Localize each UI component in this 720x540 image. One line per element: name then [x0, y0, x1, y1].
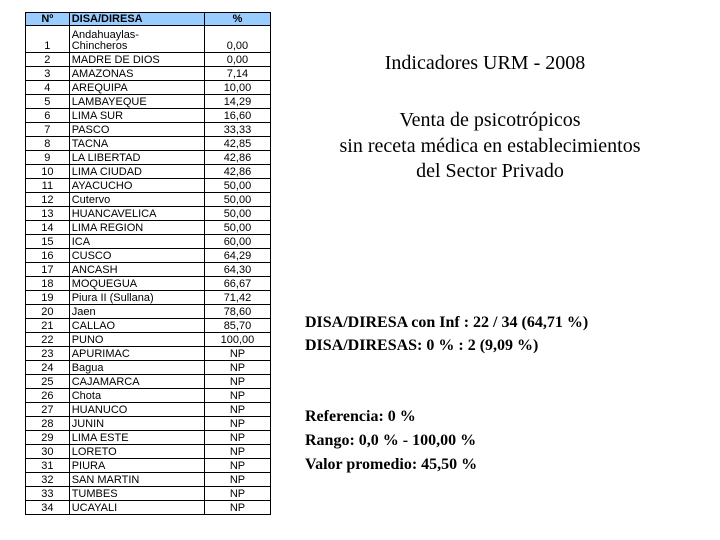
row-number: 7	[26, 123, 70, 137]
summary-block	[305, 311, 705, 357]
table-row	[26, 473, 271, 487]
row-percent: 0,00	[204, 26, 270, 53]
row-disa-line1: Andahuaylas-	[71, 29, 139, 41]
subtitle-line-2: sin receta médica en establecimientos	[339, 134, 641, 157]
row-percent: 14,29	[204, 95, 270, 109]
row-number: 34	[26, 501, 70, 515]
row-percent: 16,60	[204, 109, 270, 123]
page-title: Indicadores URM - 2008	[384, 52, 586, 74]
row-percent: 64,29	[204, 249, 270, 263]
row-percent: 42,85	[204, 137, 270, 151]
indicator-table	[25, 12, 271, 515]
row-percent: 33,33	[204, 123, 270, 137]
row-disa: Chota	[69, 389, 204, 403]
row-number: 2	[26, 53, 70, 67]
table-row	[26, 263, 271, 277]
row-number: 1	[26, 26, 70, 53]
table-row	[26, 389, 271, 403]
row-disa: HUANUCO	[69, 403, 204, 417]
row-disa: HUANCAVELICA	[69, 207, 204, 221]
row-disa: ICA	[69, 235, 204, 249]
table-body	[26, 26, 271, 515]
table-row	[26, 95, 271, 109]
row-disa: PUNO	[69, 333, 204, 347]
row-number: 26	[26, 389, 70, 403]
row-disa: MADRE DE DIOS	[69, 53, 204, 67]
row-percent: 64,30	[204, 263, 270, 277]
row-percent: NP	[204, 445, 270, 459]
row-percent: 100,00	[204, 333, 270, 347]
row-number: 23	[26, 347, 70, 361]
table-row	[26, 403, 271, 417]
table-row	[26, 221, 271, 235]
row-percent: NP	[204, 431, 270, 445]
row-disa: APURIMAC	[69, 347, 204, 361]
table-row	[26, 207, 271, 221]
header-disa: DISA/DIRESA	[69, 13, 204, 26]
row-percent: 71,42	[204, 291, 270, 305]
indicator-table-container	[25, 12, 271, 521]
table-row	[26, 347, 271, 361]
table-header-row	[26, 13, 271, 26]
row-number: 30	[26, 445, 70, 459]
row-number: 31	[26, 459, 70, 473]
row-number: 25	[26, 375, 70, 389]
row-number: 10	[26, 165, 70, 179]
table-row	[26, 487, 271, 501]
row-disa: CUSCO	[69, 249, 204, 263]
row-disa	[69, 26, 204, 53]
row-disa: SAN MARTIN	[69, 473, 204, 487]
row-percent: 50,00	[204, 207, 270, 221]
table-row	[26, 291, 271, 305]
row-number: 11	[26, 179, 70, 193]
row-number: 9	[26, 151, 70, 165]
row-percent: 60,00	[204, 235, 270, 249]
table-row	[26, 109, 271, 123]
row-percent: 50,00	[204, 221, 270, 235]
table-row	[26, 81, 271, 95]
row-number: 14	[26, 221, 70, 235]
table-row	[26, 305, 271, 319]
row-disa: Bagua	[69, 361, 204, 375]
row-percent: NP	[204, 459, 270, 473]
table-row	[26, 445, 271, 459]
row-disa: LIMA SUR	[69, 109, 204, 123]
row-percent: 50,00	[204, 193, 270, 207]
row-number: 19	[26, 291, 70, 305]
row-percent: 66,67	[204, 277, 270, 291]
row-number: 4	[26, 81, 70, 95]
row-disa: TUMBES	[69, 487, 204, 501]
row-disa: LIMA CIUDAD	[69, 165, 204, 179]
row-percent: 42,86	[204, 151, 270, 165]
table-row	[26, 431, 271, 445]
summary-line-1: DISA/DIRESA con Inf : 22 / 34 (64,71 %)	[305, 314, 589, 331]
reference-line-1: Referencia: 0 %	[305, 408, 416, 425]
table-row	[26, 165, 271, 179]
page-subtitle	[285, 108, 695, 185]
row-disa: TACNA	[69, 137, 204, 151]
table-row	[26, 137, 271, 151]
table-row	[26, 375, 271, 389]
table-row	[26, 361, 271, 375]
row-disa: Piura II (Sullana)	[69, 291, 204, 305]
row-percent: 0,00	[204, 53, 270, 67]
table-row	[26, 193, 271, 207]
row-percent: 7,14	[204, 67, 270, 81]
row-number: 16	[26, 249, 70, 263]
row-number: 32	[26, 473, 70, 487]
row-disa: AREQUIPA	[69, 81, 204, 95]
row-number: 20	[26, 305, 70, 319]
row-number: 8	[26, 137, 70, 151]
header-number: Nº	[26, 13, 70, 26]
row-percent: NP	[204, 473, 270, 487]
row-disa: JUNIN	[69, 417, 204, 431]
row-percent: NP	[204, 501, 270, 515]
row-disa: CAJAMARCA	[69, 375, 204, 389]
row-number: 28	[26, 417, 70, 431]
reference-line-3: Valor promedio: 45,50 %	[305, 456, 478, 473]
row-percent: NP	[204, 487, 270, 501]
table-row	[26, 151, 271, 165]
row-disa: MOQUEGUA	[69, 277, 204, 291]
row-number: 5	[26, 95, 70, 109]
row-number: 29	[26, 431, 70, 445]
row-number: 24	[26, 361, 70, 375]
row-disa: LORETO	[69, 445, 204, 459]
reference-line-2: Rango: 0,0 % - 100,00 %	[305, 432, 477, 449]
row-disa: LA LIBERTAD	[69, 151, 204, 165]
subtitle-line-1: Venta de psicotrópicos	[399, 109, 581, 131]
row-percent: NP	[204, 403, 270, 417]
table-row	[26, 249, 271, 263]
row-percent: 10,00	[204, 81, 270, 95]
row-disa: LAMBAYEQUE	[69, 95, 204, 109]
header-percent: %	[204, 13, 270, 26]
row-disa: Jaen	[69, 305, 204, 319]
row-disa: LIMA REGION	[69, 221, 204, 235]
table-row	[26, 235, 271, 249]
subtitle-line-3: del Sector Privado	[416, 160, 564, 183]
row-percent: NP	[204, 417, 270, 431]
row-number: 18	[26, 277, 70, 291]
table-row	[26, 501, 271, 515]
row-disa: AYACUCHO	[69, 179, 204, 193]
table-row	[26, 123, 271, 137]
row-number: 22	[26, 333, 70, 347]
row-disa: Cutervo	[69, 193, 204, 207]
row-number: 17	[26, 263, 70, 277]
row-disa: PIURA	[69, 459, 204, 473]
row-disa: UCAYALI	[69, 501, 204, 515]
table-row	[26, 319, 271, 333]
row-percent: NP	[204, 361, 270, 375]
reference-block	[305, 405, 705, 477]
table-row	[26, 277, 271, 291]
row-percent: 85,70	[204, 319, 270, 333]
row-number: 21	[26, 319, 70, 333]
row-disa-line2: Chincheros	[71, 40, 128, 52]
row-percent: 42,86	[204, 165, 270, 179]
row-disa: ANCASH	[69, 263, 204, 277]
row-percent: 50,00	[204, 179, 270, 193]
row-number: 15	[26, 235, 70, 249]
table-row	[26, 67, 271, 81]
row-percent: NP	[204, 389, 270, 403]
table-row	[26, 53, 271, 67]
table-row	[26, 333, 271, 347]
row-disa: CALLAO	[69, 319, 204, 333]
table-row	[26, 26, 271, 53]
row-percent: 78,60	[204, 305, 270, 319]
row-disa: AMAZONAS	[69, 67, 204, 81]
row-number: 6	[26, 109, 70, 123]
table-row	[26, 459, 271, 473]
row-number: 3	[26, 67, 70, 81]
summary-line-2: DISA/DIRESAS: 0 % : 2 (9,09 %)	[305, 337, 539, 355]
row-number: 27	[26, 403, 70, 417]
row-percent: NP	[204, 347, 270, 361]
row-number: 13	[26, 207, 70, 221]
row-number: 12	[26, 193, 70, 207]
table-row	[26, 417, 271, 431]
row-percent: NP	[204, 375, 270, 389]
row-disa: LIMA ESTE	[69, 431, 204, 445]
table-row	[26, 179, 271, 193]
row-disa: PASCO	[69, 123, 204, 137]
row-number: 33	[26, 487, 70, 501]
